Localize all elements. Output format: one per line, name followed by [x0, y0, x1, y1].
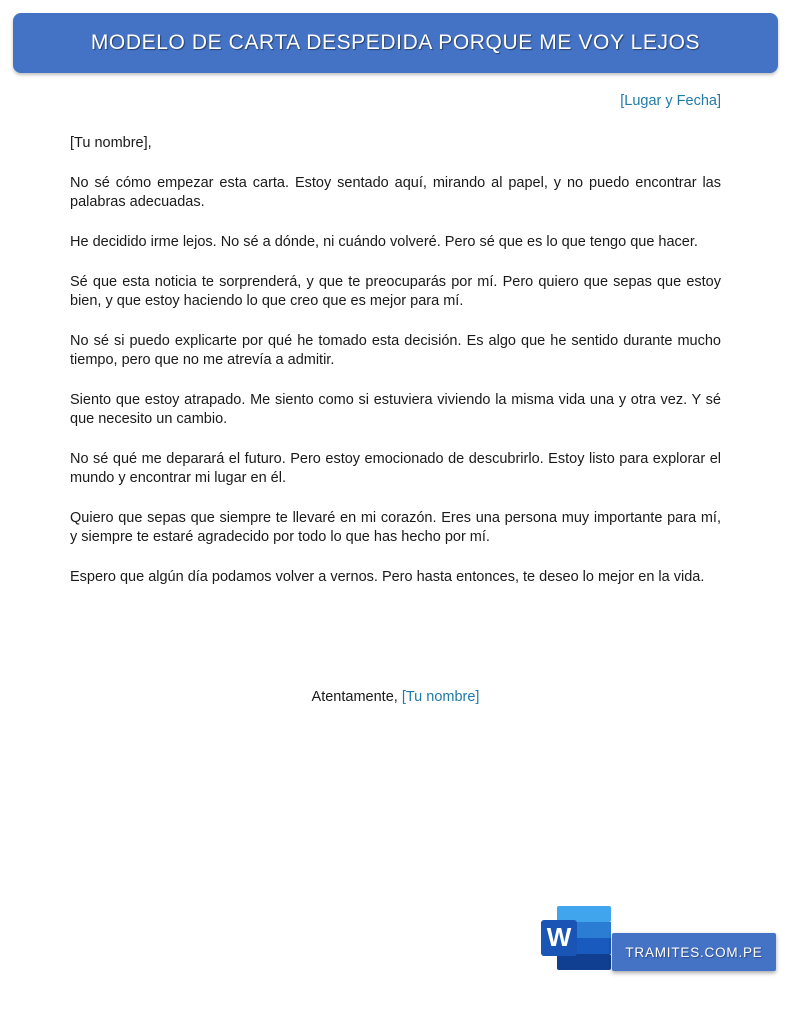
microsoft-word-icon: [541, 906, 613, 970]
paragraph: No sé si puedo explicarte por qué he tomado esta decisión. Es algo que he sentido durante mucho tiempo, pero que no me atrevía a admitir.: [70, 333, 721, 368]
paragraph: Quiero que sepas que siempre te llevaré en mi corazón. Eres una persona muy importante para mí, y siempre te estaré agradecido por todo lo que has hecho por mí.: [70, 510, 721, 545]
signature-placeholder: [Tu nombre]: [401, 689, 480, 705]
closing-text: Atentamente,: [311, 689, 398, 705]
title-banner: [13, 13, 778, 73]
document-title: MODELO DE CARTA DESPEDIDA PORQUE ME VOY LEJOS: [90, 31, 701, 54]
site-badge: [612, 933, 776, 971]
word-icon-letter: W: [546, 922, 572, 952]
paragraph: Sé que esta noticia te sorprenderá, y que te preocuparás por mí. Pero quiero que sepas que estoy bien, y que estoy haciendo lo que creo que es mejor para mí.: [70, 274, 721, 309]
paragraph: No sé qué me deparará el futuro. Pero estoy emocionado de descubrirlo. Estoy listo para explorar el mundo y encontrar mi lugar en él.: [70, 451, 721, 486]
greeting: [Tu nombre],: [70, 135, 152, 151]
paragraph: No sé cómo empezar esta carta. Estoy sentado aquí, mirando al papel, y no puedo encontrar las palabras adecuadas.: [70, 175, 721, 210]
site-name: TRAMITES.COM.PE: [625, 944, 763, 960]
place-date-placeholder: [Lugar y Fecha]: [620, 93, 721, 109]
closing-line: [0, 689, 791, 705]
letter-body: [70, 134, 721, 608]
paragraph: Espero que algún día podamos volver a vernos. Pero hasta entonces, te deseo lo mejor en la vida.: [70, 569, 705, 585]
paragraph: Siento que estoy atrapado. Me siento como si estuviera viviendo la misma vida una y otra vez. Y sé que necesito un cambio.: [70, 392, 721, 427]
paragraph: He decidido irme lejos. No sé a dónde, ni cuándo volveré. Pero sé que es lo que tengo que hacer.: [70, 234, 698, 250]
